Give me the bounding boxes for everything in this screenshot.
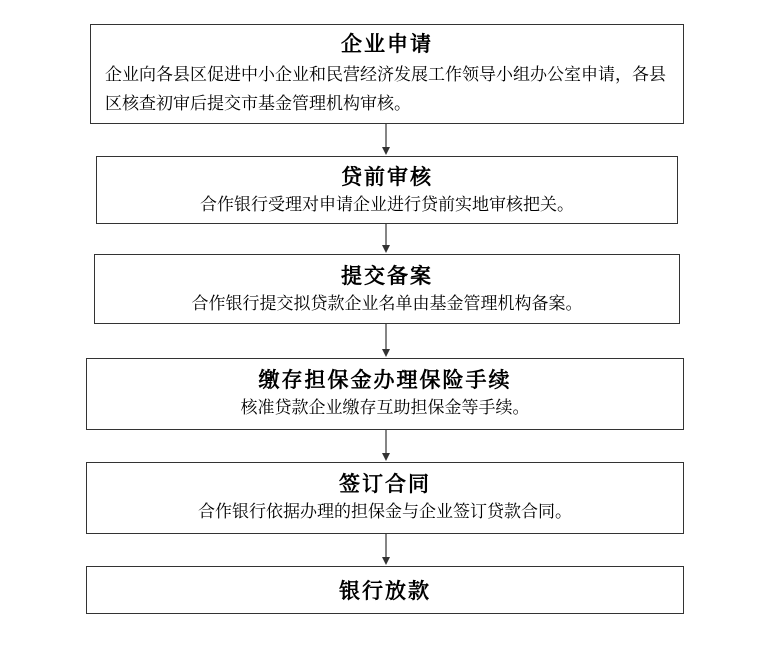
step-title: 签订合同 (339, 471, 431, 496)
step-description: 合作银行受理对申请企业进行贷前实地审核把关。 (200, 195, 574, 215)
arrow-down-icon (380, 224, 392, 254)
step-description: 企业向各县区促进中小企业和民营经济发展工作领导小组办公室申请，各县区核查初审后提交市基金管理机构审核。 (105, 65, 666, 114)
step-enterprise-application (90, 24, 684, 124)
step-bank-disbursement (86, 566, 684, 614)
step-description: 合作银行依据办理的担保金与企业签订贷款合同。 (198, 502, 572, 522)
step-title: 提交备案 (341, 263, 433, 288)
arrow-down-icon (380, 324, 392, 358)
step-pre-loan-review (96, 156, 678, 224)
arrow-down-icon (380, 124, 392, 156)
step-title: 贷前审核 (341, 164, 433, 189)
step-description: 核准贷款企业缴存互助担保金等手续。 (240, 398, 530, 418)
step-sign-contract (86, 462, 684, 534)
step-title: 企业申请 (341, 31, 433, 56)
arrow-down-icon (380, 534, 392, 566)
step-description: 合作银行提交拟贷款企业名单由基金管理机构备案。 (191, 294, 583, 314)
step-submit-filing (94, 254, 680, 324)
step-guarantee-deposit-insurance (86, 358, 684, 430)
step-title: 银行放款 (339, 578, 431, 603)
arrow-down-icon (380, 430, 392, 462)
step-title: 缴存担保金办理保险手续 (258, 367, 512, 392)
